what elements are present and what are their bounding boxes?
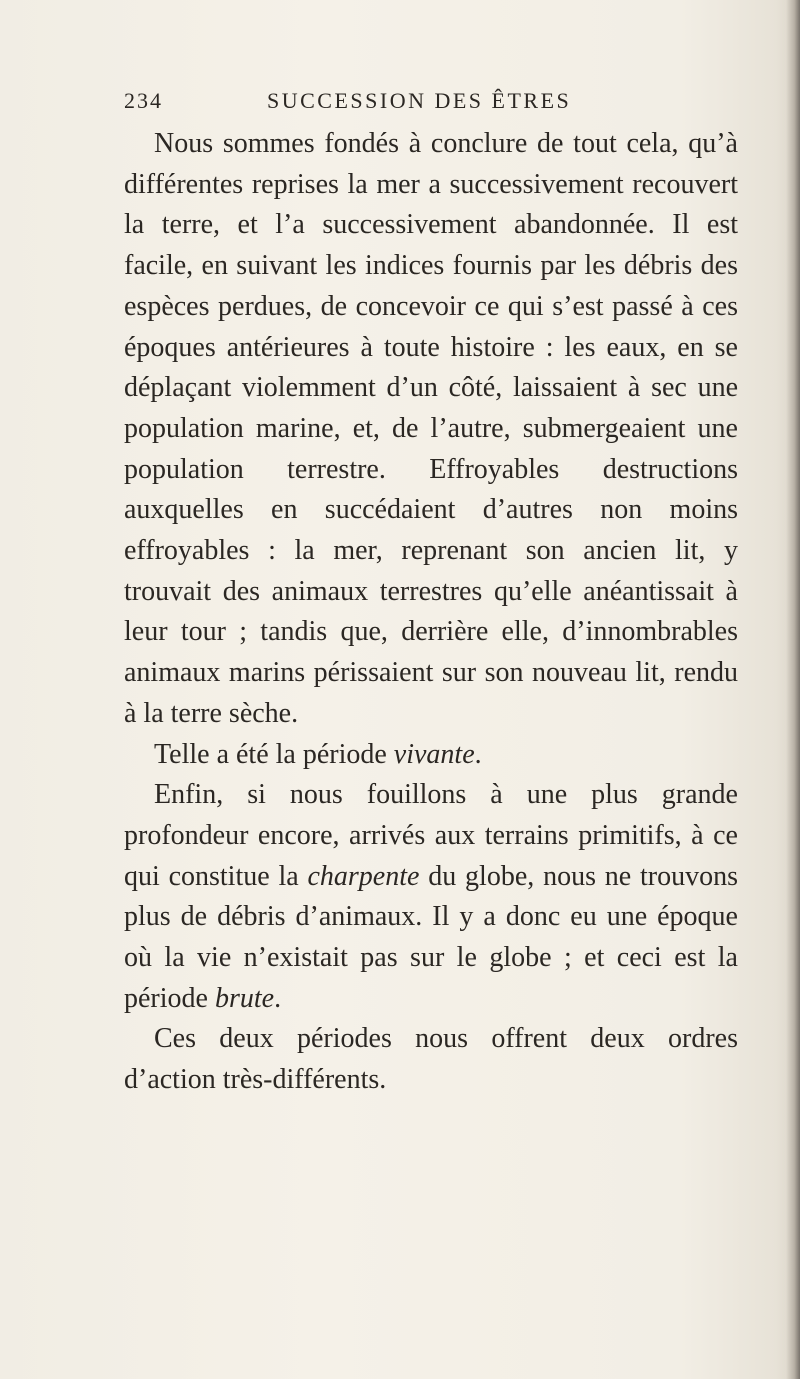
- text-segment: .: [274, 982, 282, 1014]
- page-header: [124, 88, 724, 118]
- text-segment: Nous sommes fondés à conclure de tout cela, qu’à différentes reprises la mer a successivement recouvert la terre, et l’a successivement abandonnée. Il est facile, en suivant les indices fournis par les débris des espèces perdues, de concevoir ce qui s’est passé à ces époques antérieures à toute histoire : les eaux, en se déplaçant violemment d’un côté, laissaient à sec une population marine, et, de l’autre, submergeaient une population terrestre. Effroyables destructions auxquelles en succédaient d’autres non moins effroyables : la mer, reprenant son ancien lit, y trouvait des animaux terrestres qu’elle anéantissait à leur tour ; tandis que, derrière elle, d’innombrables animaux marins périssaient sur son nouveau lit, rendu à la terre sèche.: [124, 128, 738, 729]
- text-segment: Enfin, si nous fouillons à une plus grande profondeur encore, arrivés aux terrains primitifs, à ce qui constitue la: [124, 779, 738, 892]
- paragraph-1: [124, 124, 738, 735]
- italic-term-brute: brute: [214, 982, 275, 1014]
- paragraph-3: [124, 775, 738, 1019]
- body-text: [124, 124, 738, 1101]
- text-segment: du globe, nous ne trouvons plus de débris d’animaux. Il y a donc eu une époque où la vie n’existait pas sur le globe ; et ceci est la période: [124, 860, 738, 1014]
- italic-term-charpente: charpente: [307, 860, 420, 892]
- italic-term-vivante: vivante: [393, 738, 475, 770]
- paragraph-2: [124, 735, 738, 776]
- gutter-shadow: [786, 0, 800, 1379]
- text-segment: Ces deux périodes nous offrent deux ordres d’action très-différents.: [124, 1023, 738, 1096]
- page-number: 234: [124, 88, 163, 113]
- running-title: SUCCESSION DES ÊTRES: [267, 88, 572, 113]
- text-segment: .: [474, 738, 482, 770]
- text-segment: Telle a été la période: [154, 738, 394, 770]
- paragraph-4: [124, 1019, 738, 1100]
